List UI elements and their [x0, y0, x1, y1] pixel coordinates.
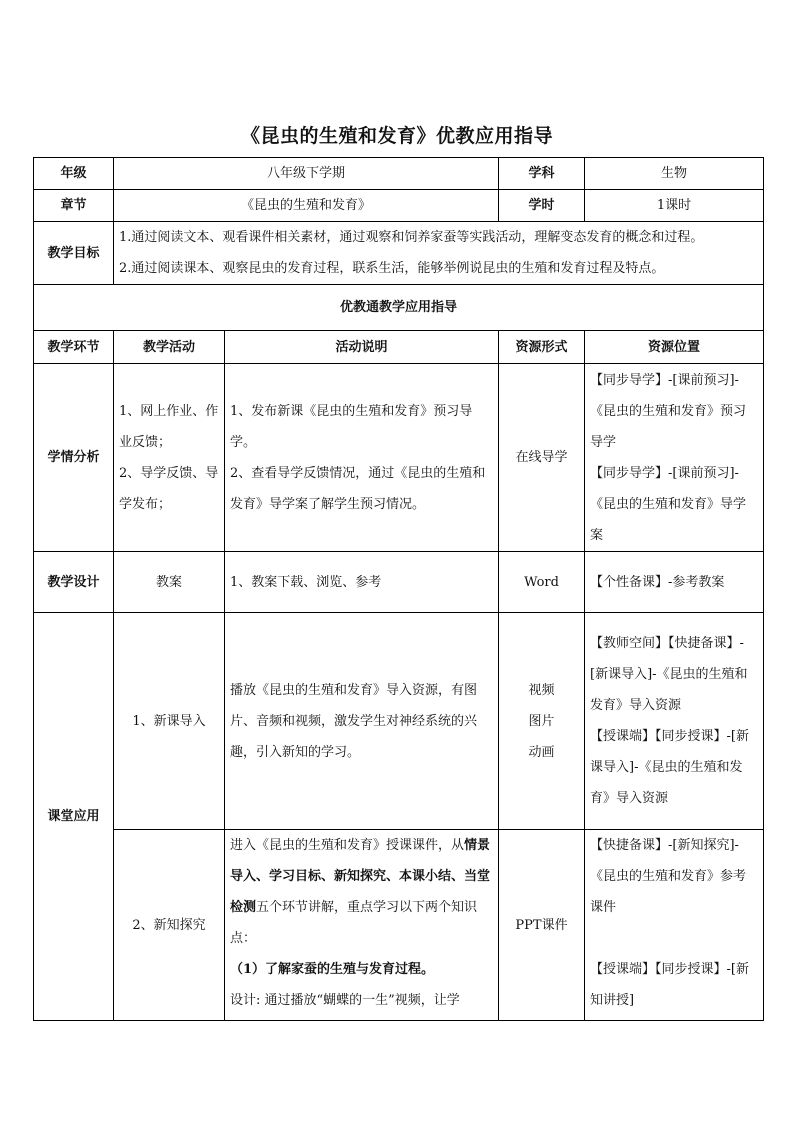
chapter-value: 《昆虫的生殖和发育》 — [114, 190, 499, 222]
design-activity: 教案 — [114, 552, 225, 613]
design-note: 设计: 通过播放“蝴蝶的一生”视频，让学 — [230, 993, 460, 1008]
chapter-row — [34, 190, 764, 222]
goals-row — [34, 222, 764, 285]
list-item: 1、发布新课《昆虫的生殖和发育》预习导学。 — [230, 403, 473, 450]
list-item: 【授课端】【同步授课】-[新知讲授] — [590, 962, 749, 1008]
goal-item: 1.通过阅读文本、观看课件相关素材，通过观察和饲养家蚕等实践活动，理解变态发育的概念和过程。 — [119, 230, 704, 245]
design-description: 1、教案下载、浏览、参考 — [225, 552, 499, 613]
list-item: 【教师空间】【快捷备课】-[新课导入]-《昆虫的生殖和发育》导入资源 — [590, 636, 748, 713]
design-location: 【个性备课】-参考教案 — [585, 552, 764, 613]
chapter-label: 章节 — [34, 190, 114, 222]
analysis-location — [585, 364, 764, 552]
header-row — [34, 331, 764, 364]
section-title: 优教通教学应用指导 — [34, 285, 764, 331]
explore-activity: 2、新知探究 — [114, 830, 225, 1021]
explore-location — [585, 830, 764, 1021]
header-stage: 教学环节 — [34, 331, 114, 364]
goals-label: 教学目标 — [34, 222, 114, 285]
hours-value: 1课时 — [585, 190, 764, 222]
design-form: Word — [499, 552, 585, 613]
form-item: 视频 — [528, 682, 555, 698]
list-item: 【授课端】【同步授课】-[新课导入]-《昆虫的生殖和发育》导入资源 — [590, 729, 749, 806]
analysis-form: 在线导学 — [499, 364, 585, 552]
page-title: 《昆虫的生殖和发育》优教应用指导 — [240, 125, 553, 147]
knowledge-point: （1）了解家蚕的生殖与发育过程。 — [230, 962, 435, 977]
header-description: 活动说明 — [225, 331, 499, 364]
form-item: 动画 — [528, 744, 555, 760]
list-item: 2、查看导学反馈情况，通过《昆虫的生殖和发育》导学案了解学生预习情况。 — [230, 465, 486, 512]
explore-row — [34, 830, 764, 1021]
analysis-stage: 学情分析 — [34, 364, 114, 552]
intro-location — [585, 613, 764, 830]
list-item: 2、导学反馈、导学发布； — [119, 465, 219, 512]
list-item: 1、网上作业、作业反馈； — [119, 403, 219, 450]
list-item: 【快捷备课】-[新知探究]-《昆虫的生殖和发育》参考课件 — [590, 838, 747, 915]
explore-form: PPT课件 — [499, 830, 585, 1021]
section-row — [34, 285, 764, 331]
analysis-row — [34, 364, 764, 552]
hours-label: 学时 — [499, 190, 585, 222]
subject-label: 学科 — [499, 158, 585, 190]
header-resource-form: 资源形式 — [499, 331, 585, 364]
classroom-stage: 课堂应用 — [34, 613, 114, 1021]
grade-label: 年级 — [34, 158, 114, 190]
intro-activity: 1、新课导入 — [114, 613, 225, 830]
goal-item: 2.通过阅读课本、观察昆虫的发育过程，联系生活，能够举例说昆虫的生殖和发育过程及特点。 — [119, 261, 665, 276]
design-stage: 教学设计 — [34, 552, 114, 613]
goals-cell — [114, 222, 764, 285]
intro-description: 播放《昆虫的生殖和发育》导入资源，有图片、音频和视频，激发学生对神经系统的兴趣，引入新知的学习。 — [225, 613, 499, 830]
intro-row — [34, 613, 764, 830]
header-activity: 教学活动 — [114, 331, 225, 364]
explore-desc-b: 情景导入、学习目标、新知探究、本课小结、当堂检测 — [230, 838, 491, 915]
explore-desc-c: 五个环节讲解，重点学习以下两个知识点： — [230, 900, 478, 946]
header-resource-location: 资源位置 — [585, 331, 764, 364]
subject-value: 生物 — [585, 158, 764, 190]
list-item: 【同步导学】-[课前预习]-《昆虫的生殖和发育》预习导学 — [590, 372, 747, 450]
analysis-activities — [114, 364, 225, 552]
grade-row — [34, 158, 764, 190]
list-item: 【同步导学】-[课前预习]-《昆虫的生殖和发育》导学案 — [590, 465, 747, 543]
explore-description — [225, 830, 499, 1021]
grade-value: 八年级下学期 — [114, 158, 499, 190]
analysis-description — [225, 364, 499, 552]
guide-table — [33, 157, 764, 1021]
intro-form — [499, 613, 585, 830]
explore-desc-a: 进入《昆虫的生殖和发育》授课课件，从 — [230, 838, 465, 853]
design-row — [34, 552, 764, 613]
form-item: 图片 — [528, 713, 555, 729]
